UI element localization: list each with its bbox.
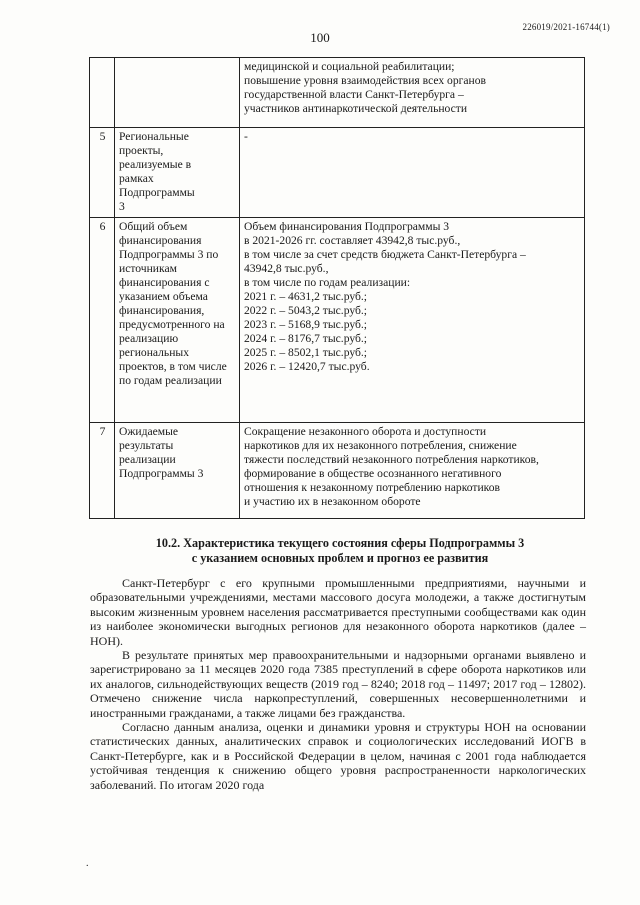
row-content: [240, 128, 585, 218]
content-line: медицинской и социальной реабилитации;: [244, 60, 455, 73]
content-line: 2023 г. – 5168,9 тыс.руб.;: [244, 318, 368, 331]
row-number: 6: [90, 218, 115, 423]
row-label: [115, 423, 240, 519]
row-label-text: Общий объем финансирования Подпрограммы 3 по источникам финансирования с указанием объема финансирования, предусмотренного на реализацию региональных проектов, в том числе по годам реализации: [119, 220, 227, 387]
content-line: формирование в обществе осознанного негативного: [244, 467, 502, 480]
row-label: [115, 128, 240, 218]
content-line: 2024 г. – 8176,7 тыс.руб.;: [244, 332, 368, 345]
content-line: 2022 г. – 5043,2 тыс.руб.;: [244, 304, 368, 317]
row-number: 7: [90, 423, 115, 519]
paragraph: В результате принятых мер правоохранительными и надзорными органами выявлено и зарегистрировано за 11 месяцев 2020 года 7385 преступлений в сфере оборота наркотиков или их аналогов, сильнодействующих веществ (2019 год – 8240; 2018 год – 11497; 2017 год – 12802). Отмечено снижение числа наркопреступлений, совершенных несовершеннолетними и иностранными гражданами, а также лицами без гражданства.: [90, 648, 586, 720]
content-line: 43942,8 тыс.руб.,: [244, 262, 329, 275]
content-line: в том числе по годам реализации:: [244, 276, 411, 289]
paragraph: Санкт-Петербург с его крупными промышленными предприятиями, научными и образовательными учреждениями, местами массового досуга молодежи, а также достигнутым высоким жизненным уровнем населения рассматривается преступными сообществами как один из наиболее экономически выгодных регионов для незаконного оборота наркотиков (далее – НОН).: [90, 576, 586, 648]
content-line: в том числе за счет средств бюджета Санкт-Петербурга –: [244, 248, 526, 261]
content-line: 2025 г. – 8502,1 тыс.руб.;: [244, 346, 368, 359]
row-label: [115, 218, 240, 423]
table-row: [90, 423, 585, 519]
content-line: наркотиков для их незаконного потребления, снижение: [244, 439, 517, 452]
content-line: отношения к незаконному потреблению наркотиков: [244, 481, 500, 494]
passport-table: [89, 57, 585, 519]
content-line: -: [244, 130, 248, 143]
content-line: участников антинаркотической деятельности: [244, 102, 468, 115]
content-line: государственной власти Санкт-Петербурга –: [244, 88, 464, 101]
row-label-text: Ожидаемые результаты реализации Подпрограммы 3: [119, 425, 204, 480]
section-body: [90, 576, 586, 792]
content-line: и участию их в незаконном обороте: [244, 495, 421, 508]
content-line: 2021 г. – 4631,2 тыс.руб.;: [244, 290, 368, 303]
row-label: [115, 58, 240, 128]
section-heading-line: 10.2. Характеристика текущего состояния сферы Подпрограммы 3: [155, 536, 525, 550]
content-line: повышение уровня взаимодействия всех органов: [244, 74, 487, 87]
document-id: 226019/2021-16744(1): [522, 22, 610, 32]
row-number: [90, 58, 115, 128]
row-content: [240, 58, 585, 128]
row-label-text: Региональные проекты, реализуемые в рамках Подпрограммы 3: [119, 130, 195, 213]
row-content: [240, 423, 585, 519]
table-row: [90, 58, 585, 128]
table-row: [90, 128, 585, 218]
content-line: в 2021-2026 гг. составляет 43942,8 тыс.руб.,: [244, 234, 461, 247]
section-heading: [90, 536, 590, 566]
margin-mark: .: [86, 858, 89, 869]
section-heading-line: с указанием основных проблем и прогноз ее развития: [191, 551, 489, 565]
content-line: Объем финансирования Подпрограммы 3: [244, 220, 450, 233]
row-number: 5: [90, 128, 115, 218]
paragraph: Согласно данным анализа, оценки и динамики уровня и структуры НОН на основании статистических данных, аналитических справок и социологических исследований ИОГВ в Санкт-Петербурге, как и в Российской Федерации в целом, начиная с 2001 года наблюдается устойчивая тенденция к снижению общего уровня распространенности наркологических заболеваний. По итогам 2020 года: [90, 720, 586, 792]
page-number: 100: [310, 30, 330, 45]
content-line: 2026 г. – 12420,7 тыс.руб.: [244, 360, 370, 373]
row-content: [240, 218, 585, 423]
table-row: [90, 218, 585, 423]
content-line: Сокращение незаконного оборота и доступности: [244, 425, 487, 438]
content-line: тяжести последствий незаконного потребления наркотиков,: [244, 453, 539, 466]
